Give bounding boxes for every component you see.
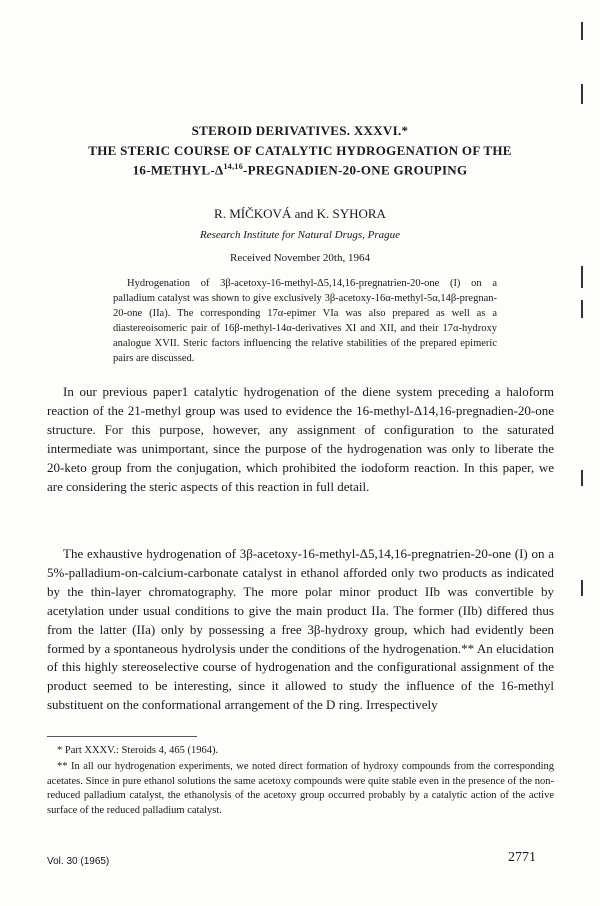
body-paragraph-1: In our previous paper1 catalytic hydrogenation of the diene system preceding a haloform reaction of the 21-methyl group was used to evidence the 16-methyl-Δ14,16-pregnadien-20-one structure. For this purpose, however, any assignment of configuration to the saturated intermediate was unimportant, since the purpose of the hydrogenation was only to liberate the 20-keto group from the conjugation, which prohibited the iodoform reaction. In this paper, we are considering the steric aspects of this reaction in full detail.	[47, 384, 554, 494]
title-line-3: $16-METHYL-\Delta^{14,16}-PREGNADIEN-20$-ONE GROUPING	[132, 162, 468, 178]
margin-mark	[581, 22, 583, 40]
title-line-2: THE STERIC COURSE OF CATALYTIC HYDROGENATION OF THE	[88, 143, 512, 158]
authors: R. MÍČKOVÁ and K. SYHORA	[214, 206, 386, 221]
page-number: 2771	[508, 850, 536, 865]
margin-mark	[581, 470, 583, 486]
margin-mark	[581, 84, 583, 104]
received-date: Received November 20th, 1964	[230, 252, 370, 264]
affiliation: Research Institute for Natural Drugs, Prague	[199, 229, 401, 241]
margin-mark	[581, 266, 583, 288]
margin-mark	[581, 580, 583, 596]
footnote-rule	[47, 736, 197, 737]
volume-label: Vol. 30 (1965)	[47, 856, 110, 867]
footnote-1: * Part XXXV.: Steroids 4, 465 (1964).	[57, 745, 219, 756]
body-paragraph-2: The exhaustive hydrogenation of 3β-acetoxy-16-methyl-Δ5,14,16-pregnatrien-20-one (I) on a 5%-palladium-on-calcium-carbonate catalyst in ethanol afforded only two products as indicated by the thin-layer chromatography. The more polar minor product IIb was convertible by acetylation under usual conditions to give the main product IIa. The former (IIb) differed thus from the latter (IIa) only by possessing a free 3β-hydroxy group, which had evidently been formed by a spontaneous hydrolysis under the conditions of the hydrogenation.** An elucidation of this highly stereoselective course of hydrogenation and the configurational assignment of the product seemed to be interesting, since it allowed to study the influence of the 16-methyl substituent on the conformational arrangement of the D ring. Irrespectively	[47, 546, 554, 713]
margin-mark	[581, 300, 583, 318]
abstract: Hydrogenation of 3β-acetoxy-16-methyl-Δ5,14,16-pregnatrien-20-one (I) on a palladium catalyst was shown to give exclusively 3β-acetoxy-16α-methyl-5α,14β-pregnan-20-one (IIa). The corresponding 17α-epimer VIa was also prepared as well as a diastereoisomeric pair of 16β-methyl-14α-derivatives XI and XII, and their 17α-hydroxy analogue XVII. Steric factors influencing the relative stabilities of the prepared epimeric pairs are discussed.	[113, 278, 497, 364]
title-line-1: STEROID DERIVATIVES. XXXVI.*	[191, 123, 409, 138]
footnote-2: ** In all our hydrogenation experiments, we noted direct formation of hydroxy compounds from the corresponding acetates. Since in pure ethanol solutions the same acetoxy compounds were quite stable even in the presence of the non-reduced palladium catalyst, the ethanolysis of the acetoxy group occurred probably by a catalytic action of the active surface of the reduced palladium catalyst.	[47, 761, 554, 816]
